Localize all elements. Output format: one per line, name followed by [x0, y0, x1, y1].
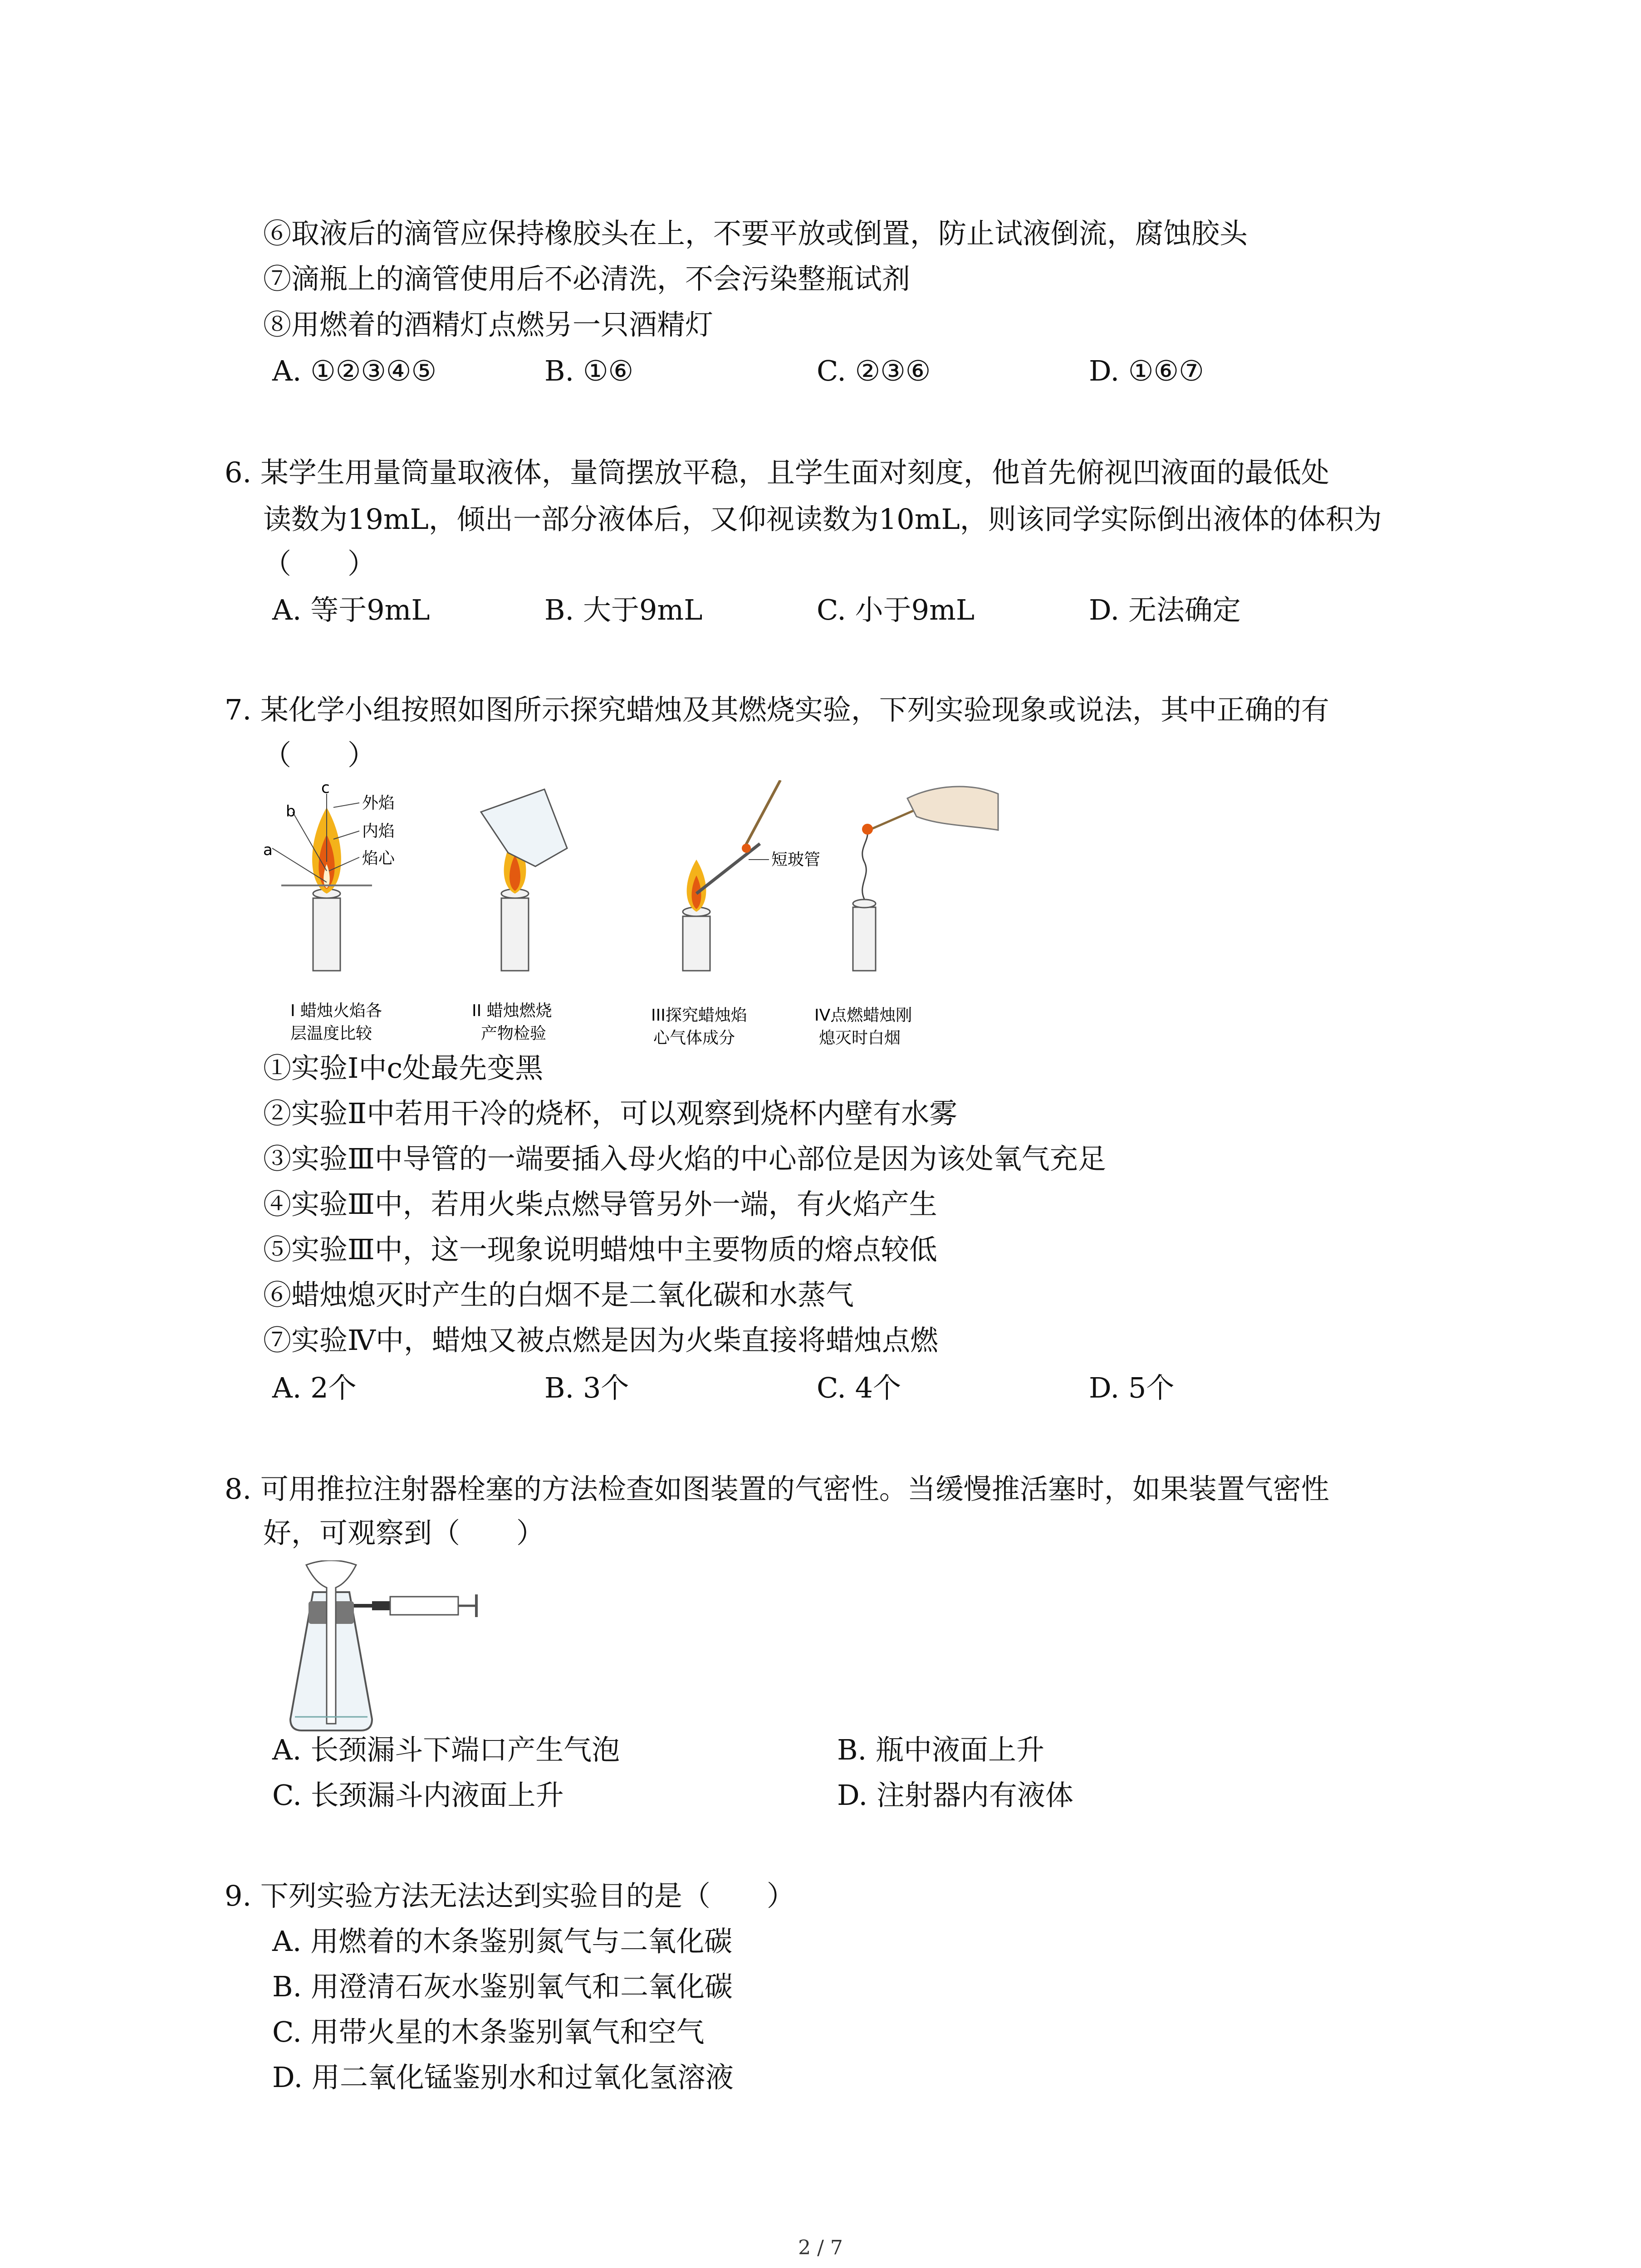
- q8-line-2: 好，可观察到（ ）: [263, 1516, 545, 1549]
- q7-item-2: ②实验Ⅱ中若用干冷的烧杯，可以观察到烧杯内壁有水雾: [263, 1097, 958, 1130]
- q7-blank: （ ）: [263, 738, 376, 772]
- label-short-tube: 短玻管: [771, 850, 821, 869]
- q6-line-2: 读数为19mL，倾出一部分液体后，又仰视读数为10mL，则该同学实际倒出液体的体积为: [263, 503, 1382, 536]
- airtightness-apparatus-figure: [263, 1560, 481, 1737]
- q8-option-a[interactable]: A. 长颈漏斗下端口产生气泡: [272, 1733, 620, 1766]
- item-6: ⑥取液后的滴管应保持橡胶头在上，不要平放或倒置，防止试液倒流，腐蚀胶头: [263, 217, 1248, 250]
- q5-option-c[interactable]: C. ②③⑥: [817, 354, 931, 387]
- q6-option-a[interactable]: A. 等于9mL: [272, 593, 430, 626]
- q6-blank: （ ）: [263, 547, 376, 580]
- q5-option-b[interactable]: B. ①⑥: [544, 354, 634, 387]
- q7-item-3: ③实验Ⅲ中导管的一端要插入母火焰的中心部位是因为该处氧气充足: [263, 1142, 1106, 1175]
- caption-ii-2: 产物检验: [481, 1024, 547, 1043]
- q5-option-d[interactable]: D. ①⑥⑦: [1089, 354, 1204, 387]
- q7-option-a[interactable]: A. 2个: [272, 1371, 357, 1404]
- label-b: b: [286, 802, 296, 821]
- q9-option-b[interactable]: B. 用澄清石灰水鉴别氧气和二氧化碳: [272, 1970, 733, 2003]
- label-flame-core: 焰心: [362, 849, 395, 868]
- item-7: ⑦滴瓶上的滴管使用后不必清洗，不会污染整瓶试剂: [263, 262, 911, 295]
- q7-option-b[interactable]: B. 3个: [544, 1371, 629, 1404]
- beaker-icon: [481, 789, 567, 866]
- q7-option-d[interactable]: D. 5个: [1089, 1371, 1175, 1404]
- figure-ii: [481, 789, 567, 971]
- q9-option-d[interactable]: D. 用二氧化锰鉴别水和过氧化氢溶液: [272, 2061, 734, 2094]
- caption-iii-1: III探究蜡烛焰: [651, 1006, 747, 1025]
- q7-item-7: ⑦实验Ⅳ中，蜡烛又被点燃是因为火柴直接将蜡烛点燃: [263, 1324, 938, 1357]
- figure-i: [263, 780, 396, 971]
- q5-option-a[interactable]: A. ①②③④⑤: [272, 354, 437, 387]
- figure-iv: [853, 787, 998, 971]
- q8-option-b[interactable]: B. 瓶中液面上升: [837, 1733, 1044, 1766]
- q6-line-1: 6. 某学生用量筒量取液体，量筒摆放平稳，且学生面对刻度，他首先俯视凹液面的最低处: [225, 456, 1329, 489]
- figure-iii: [683, 780, 820, 971]
- caption-ii-1: II 蜡烛燃烧: [472, 1002, 552, 1020]
- caption-i-1: I 蜡烛火焰各: [290, 1002, 382, 1020]
- q9-line: 9. 下列实验方法无法达到实验目的是（ ）: [225, 1879, 795, 1912]
- q8-line-1: 8. 可用推拉注射器栓塞的方法检查如图装置的气密性。当缓慢推活塞时，如果装置气密性: [225, 1472, 1329, 1505]
- q7-line-1: 7. 某化学小组按照如图所示探究蜡烛及其燃烧实验，下列实验现象或说法，其中正确的有: [225, 693, 1329, 726]
- label-c: c: [321, 780, 330, 797]
- syringe-icon: [390, 1597, 458, 1615]
- label-inner-flame: 内焰: [362, 822, 395, 841]
- label-a: a: [263, 841, 273, 859]
- caption-iv-2: 熄灭时白烟: [819, 1029, 901, 1047]
- item-8: ⑧用燃着的酒精灯点燃另一只酒精灯: [263, 308, 714, 341]
- q6-option-c[interactable]: C. 小于9mL: [817, 593, 975, 626]
- q8-option-c[interactable]: C. 长颈漏斗内液面上升: [272, 1779, 564, 1812]
- q7-item-1: ①实验Ⅰ中c处最先变黑: [263, 1051, 544, 1085]
- label-outer-flame: 外焰: [362, 794, 395, 812]
- q7-item-5: ⑤实验Ⅲ中，这一现象说明蜡烛中主要物质的熔点较低: [263, 1233, 937, 1266]
- caption-iv-1: IV点燃蜡烛刚: [814, 1006, 912, 1025]
- q6-option-d[interactable]: D. 无法确定: [1089, 593, 1241, 626]
- caption-iii-2: 心气体成分: [653, 1029, 735, 1047]
- caption-i-2: 层温度比较: [290, 1024, 372, 1043]
- q6-option-b[interactable]: B. 大于9mL: [544, 593, 703, 626]
- q9-option-a[interactable]: A. 用燃着的木条鉴别氮气与二氧化碳: [272, 1925, 733, 1958]
- page-number: 2 / 7: [798, 2236, 843, 2259]
- q7-item-4: ④实验Ⅲ中，若用火柴点燃导管另外一端，有火焰产生: [263, 1188, 937, 1221]
- q7-item-6: ⑥蜡烛熄灭时产生的白烟不是二氧化碳和水蒸气: [263, 1278, 854, 1311]
- q9-option-c[interactable]: C. 用带火星的木条鉴别氧气和空气: [272, 2015, 705, 2048]
- hand-icon: [907, 787, 998, 830]
- candle-experiments-figure: [254, 780, 1025, 1061]
- q8-option-d[interactable]: D. 注射器内有液体: [837, 1779, 1073, 1812]
- q7-option-c[interactable]: C. 4个: [817, 1371, 901, 1404]
- short-glass-tube-icon: [696, 844, 760, 894]
